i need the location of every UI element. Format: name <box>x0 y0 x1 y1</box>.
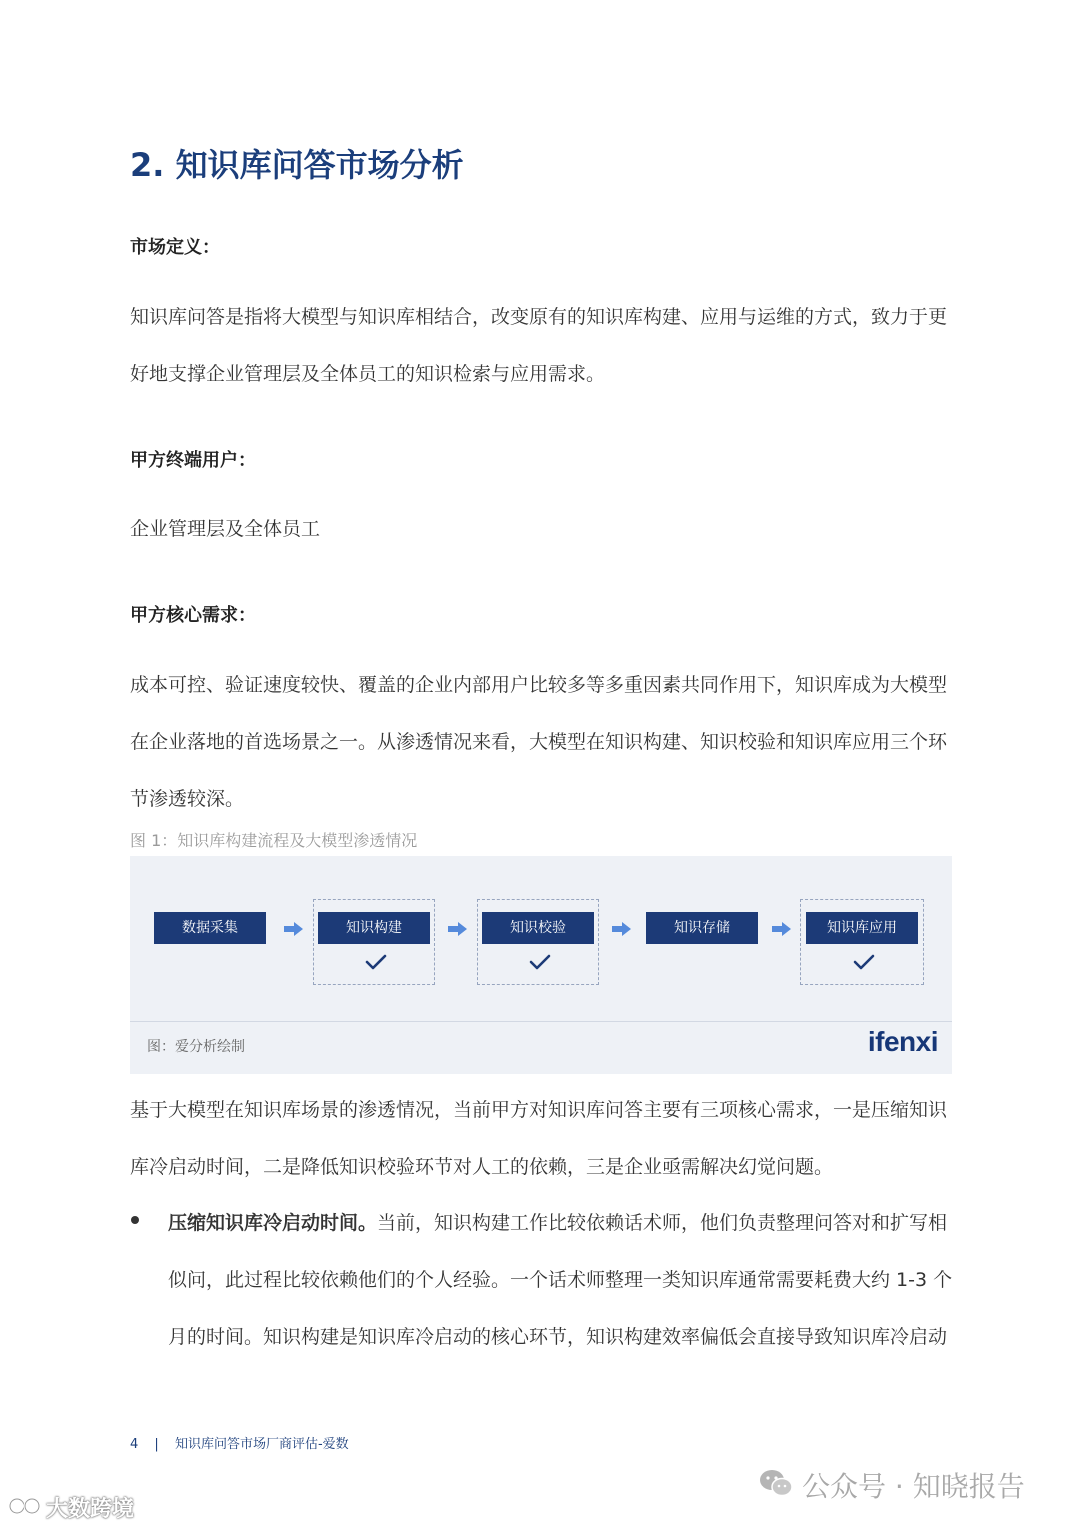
bullet-dot <box>131 1216 139 1224</box>
paragraph-line: 基于大模型在知识库场景的渗透情况，当前甲方对知识库问答主要有三项核心需求，一是压缩知识 <box>130 1099 948 1121</box>
ifenxi-logo: ifenxi <box>867 1026 938 1057</box>
watermark-right: 公众号 · 知晓报告 <box>802 1470 1025 1503</box>
step-knowledge-storage: 知识存储 <box>646 912 758 944</box>
arrow-right-icon <box>612 921 632 937</box>
figure-flow-area <box>130 856 952 1021</box>
paragraph-line: 成本可控、验证速度较快、覆盖的企业内部用户比较多等多重因素共同作用下，知识库成为大模型 <box>130 674 948 696</box>
footer-doc-title: 知识库问答市场厂商评估-爱数 <box>174 1437 349 1452</box>
watermark-logo-icon <box>8 1494 42 1518</box>
step-knowledge-application: 知识库应用 <box>806 912 918 944</box>
page-footer <box>130 1433 349 1452</box>
end-users-text: 企业管理层及全体员工 <box>130 518 321 540</box>
step-data-collection: 数据采集 <box>154 912 266 944</box>
bullet-paragraph <box>168 1208 954 1348</box>
section-title: 2. 知识库问答市场分析 <box>130 146 464 184</box>
end-users-label: 甲方终端用户： <box>130 450 256 471</box>
check-icon <box>529 954 551 970</box>
market-definition-label: 市场定义： <box>130 237 220 258</box>
demand-intro-paragraph <box>130 1095 954 1178</box>
paragraph-line: 月的时间。知识构建是知识库冷启动的核心环节，知识构建效率偏低会直接导致知识库冷启动 <box>168 1326 948 1348</box>
step-knowledge-verification: 知识校验 <box>482 912 594 944</box>
watermark-left: 大数跨境 <box>46 1497 135 1522</box>
figure-divider <box>130 1021 952 1022</box>
figure-source: 图：爱分析绘制 <box>147 1039 245 1055</box>
step-knowledge-building: 知识构建 <box>318 912 430 944</box>
paragraph-line: 库冷启动时间，二是降低知识校验环节对人工的依赖，三是企业亟需解决幻觉问题。 <box>130 1156 834 1178</box>
bullet-first-line <box>168 1208 947 1235</box>
arrow-right-icon <box>448 921 468 937</box>
page-number: 4 <box>130 1437 139 1452</box>
core-needs-label: 甲方核心需求： <box>130 605 256 626</box>
arrow-right-icon <box>284 921 304 937</box>
paragraph-line: 好地支撑企业管理层及全体员工的知识检索与应用需求。 <box>130 363 606 385</box>
paragraph-line: 在企业落地的首选场景之一。从渗透情况来看，大模型在知识构建、知识校验和知识库应用三个环 <box>130 731 948 753</box>
market-definition-paragraph <box>130 302 954 385</box>
arrow-right-icon <box>772 921 792 937</box>
footer-separator: | <box>154 1437 159 1452</box>
process-figure <box>130 856 952 1074</box>
check-icon <box>365 954 387 970</box>
paragraph-line: 节渗透较深。 <box>130 788 245 810</box>
wechat-icon <box>758 1468 794 1498</box>
paragraph-line: 知识库问答是指将大模型与知识库相结合，改变原有的知识库构建、应用与运维的方式，致力于更 <box>130 306 948 328</box>
bullet-bold-lead: 压缩知识库冷启动时间。 <box>168 1212 378 1234</box>
check-icon <box>853 954 875 970</box>
core-needs-paragraph <box>130 670 954 810</box>
figure-caption: 图 1：知识库构建流程及大模型渗透情况 <box>130 831 418 850</box>
paragraph-line: 似问，此过程比较依赖他们的个人经验。一个话术师整理一类知识库通常需要耗费大约 1-3 个 <box>168 1269 953 1291</box>
bullet-line-rest: 当前，知识构建工作比较依赖话术师，他们负责整理问答对和扩写相 <box>377 1212 948 1234</box>
